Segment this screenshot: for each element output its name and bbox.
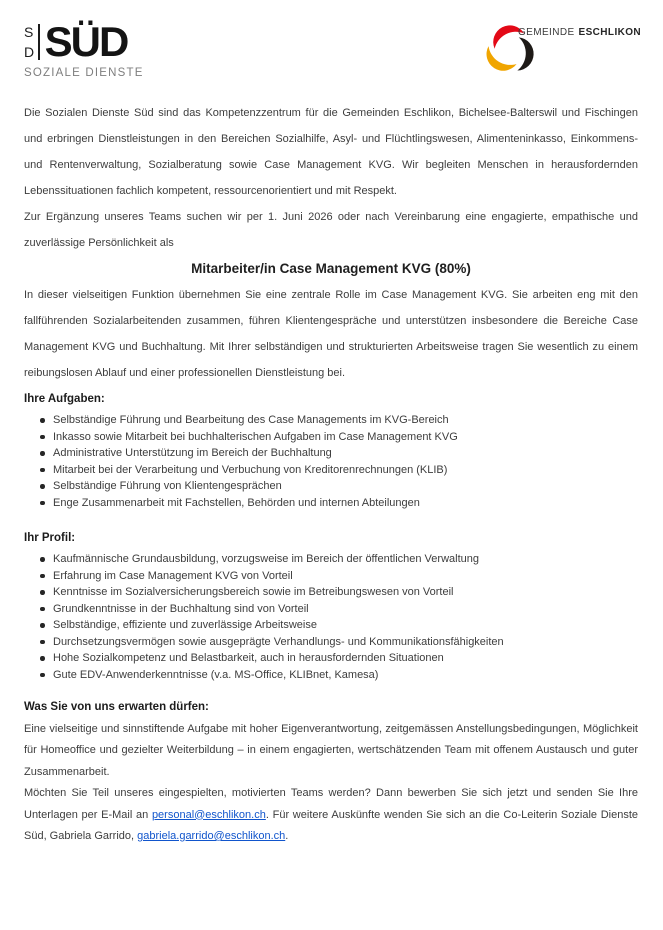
task-item: Selbständige Führung von Klientengesprächen	[53, 478, 638, 495]
sd-letter-stack	[24, 25, 34, 59]
intro-paragraph: Die Sozialen Dienste Süd sind das Kompetenzzentrum für die Gemeinden Eschlikon, Bichelsee-Balterswil und Fischingen und erbringen Dienstleistungen in den Bereichen Sozialhilfe, Asyl- und Flüchtlingswesen, Alimenteninkasso, Einkommens- und Rentenverwaltung, Sozialberatung sowie Case Management KVG. Wir begleiten Menschen in herausfordernden Lebenssituationen fachlich kompetent, ressourcenorientiert und mit Respekt.	[24, 107, 638, 197]
email-link-gabriela[interactable]: gabriela.garrido@eschlikon.ch	[137, 830, 286, 842]
application-paragraph	[24, 783, 638, 848]
profile-list	[24, 551, 638, 683]
task-item: Selbständige Führung und Bearbeitung des Case Managements im KVG-Bereich	[53, 412, 638, 429]
tasks-heading: Ihre Aufgaben:	[24, 393, 105, 405]
apply-text-between: . Für weitere Auskünfte wenden Sie sich an die Co-Leiterin Soziale Dienste Süd, Gabriela Garrido,	[24, 808, 639, 842]
gemeinde-label-prefix: GEMEINDE	[518, 27, 575, 38]
sd-logo-subtitle: SOZIALE DIENSTE	[24, 67, 144, 79]
apply-text-after: .	[285, 830, 289, 842]
profile-item: Durchsetzungsvermögen sowie ausgeprägte Verhandlungs- und Kommunikationsfähigkeiten	[53, 634, 638, 651]
gemeinde-eschlikon-logo	[478, 16, 653, 82]
job-title: Mitarbeiter/in Case Management KVG (80%)	[191, 261, 471, 276]
role-description-paragraph: In dieser vielseitigen Funktion übernehmen Sie eine zentrale Rolle im Case Management KVG. Sie arbeiten eng mit den fallführenden Sozialarbeitenden zusammen, führen Klientengespräche und unterstützen insbesondere die Bereiche Case Management KVG und Buchhaltung. Mit Ihrer selbständigen und strukturierten Arbeitsweise tragen Sie wesentlich zu einem reibungslosen Ablauf und einer professionellen Dienstleistung bei.	[24, 289, 638, 379]
email-link-personal[interactable]: personal@eschlikon.ch	[151, 808, 266, 821]
header	[0, 0, 663, 100]
task-item: Mitarbeit bei der Verarbeitung und Verbuchung von Kreditorenrechnungen (KLIB)	[53, 462, 638, 479]
profile-item: Hohe Sozialkompetenz und Belastbarkeit, auch in herausfordernden Situationen	[53, 650, 638, 667]
profile-item: Grundkenntnisse in der Buchhaltung sind von Vorteil	[53, 601, 638, 618]
logo-divider-line	[38, 24, 40, 60]
apply-text-before: Möchten Sie Teil unseres eingespielten, motivierten Teams werden? Dann bewerben Sie sich jetzt und senden Sie Ihre Unterlagen per E-Mail an	[24, 787, 638, 821]
profile-item: Selbständige, effiziente und zuverlässige Arbeitsweise	[53, 617, 638, 634]
profile-item: Kaufmännische Grundausbildung, vorzugsweise im Bereich der öffentlichen Verwaltung	[53, 551, 638, 568]
offer-heading: Was Sie von uns erwarten dürfen:	[24, 701, 209, 713]
task-item: Enge Zusammenarbeit mit Fachstellen, Behörden und internen Abteilungen	[53, 495, 638, 512]
gemeinde-label	[518, 27, 641, 38]
soziale-dienste-sued-logo	[24, 18, 144, 79]
offer-paragraph: Eine vielseitige und sinnstiftende Aufgabe mit hoher Eigenverantwortung, zeitgemässen Anstellungsbedingungen, Möglichkeit für Homeoffice und gezielter Weiterbildung – in einem engagierten, wertschätzenden Team mit offenem Austausch und guter Zusammenarbeit.	[24, 722, 638, 778]
sd-stack-top-letter: S	[24, 24, 34, 40]
profile-item: Erfahrung im Case Management KVG von Vorteil	[53, 568, 638, 585]
task-item: Inkasso sowie Mitarbeit bei buchhalterischen Aufgaben im Case Management KVG	[53, 429, 638, 446]
gemeinde-label-name: ESCHLIKON	[578, 27, 642, 38]
sd-logo-row	[24, 18, 144, 65]
task-item: Administrative Unterstützung im Bereich der Buchhaltung	[53, 445, 638, 462]
profile-item: Gute EDV-Anwenderkenntnisse (v.a. MS-Office, KLIBnet, Kamesa)	[53, 667, 638, 684]
sd-logo-wordmark: SÜD	[44, 18, 128, 65]
tasks-list	[24, 412, 638, 511]
profile-heading: Ihr Profil:	[24, 532, 76, 544]
sd-stack-bottom-letter: D	[24, 44, 35, 60]
profile-item: Kenntnisse im Sozialversicherungsbereich sowie im Betreibungswesen von Vorteil	[53, 584, 638, 601]
document-body	[0, 100, 663, 848]
vacancy-intro-paragraph: Zur Ergänzung unseres Teams suchen wir per 1. Juni 2026 oder nach Vereinbarung eine engagierte, empathische und zuverlässige Persönlichkeit als	[24, 211, 638, 249]
